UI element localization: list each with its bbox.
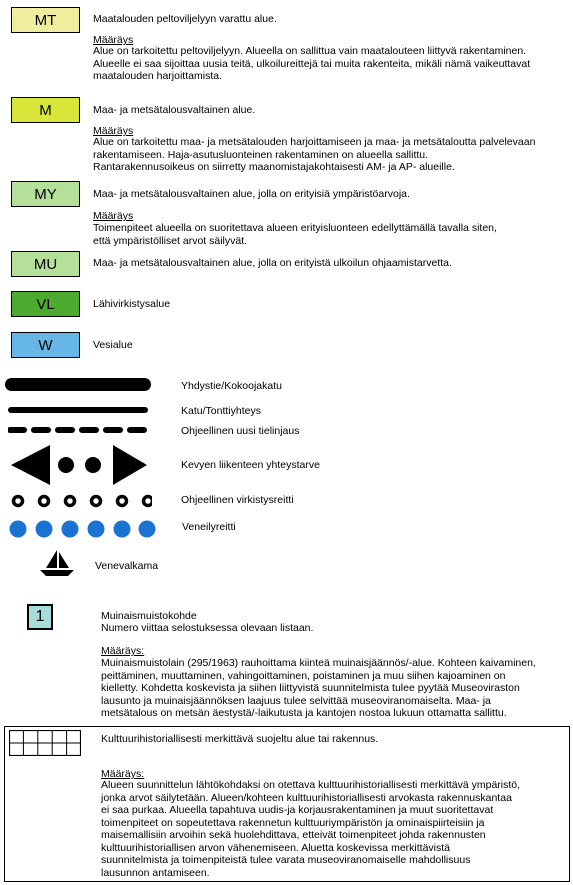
heritage-body-line: maisemallisiin arvoihin sekä huolehdittava, etteivät toimenpiteet johda rakennusten bbox=[101, 829, 486, 841]
heritage-body-line: kulttuurihistoriallisen arvon vähenemiseen. Aluetta koskevissa merkittävistä bbox=[101, 841, 450, 854]
heritage-title: Kulttuurihistoriallisesti merkittävä suojeltu alue tai rakennus. bbox=[101, 733, 379, 745]
boat-landing-icon bbox=[38, 548, 76, 578]
recreation-route-symbol bbox=[8, 493, 152, 509]
zone-w-title: Vesialue bbox=[93, 339, 133, 351]
main-road-label: Yhdystie/Kokoojakatu bbox=[181, 380, 282, 392]
zone-w-code: W bbox=[38, 336, 53, 354]
zone-vl-code: VL bbox=[36, 295, 55, 313]
zone-mt-body-line: maatalouden harjoittamista. bbox=[93, 70, 222, 82]
ancient-monument-marker bbox=[27, 604, 53, 630]
ancient-monument-number: 1 bbox=[35, 608, 45, 625]
light-traffic-symbol bbox=[9, 441, 149, 489]
zone-m-body-line: Alue on tarkoitettu maa- ja metsätalouden harjoittamiseen ja maa- ja metsätaloutta palvelevaan bbox=[93, 136, 536, 148]
ancient-monument-heading: Määräys: bbox=[101, 645, 145, 657]
ancient-monument-body-line: kielletty. Kohdetta koskevista ja siihen liittyvistä suunnitelmista tulee pyytää Museoviraston bbox=[101, 682, 520, 694]
zone-mu-code: MU bbox=[33, 255, 58, 273]
heritage-body bbox=[101, 779, 520, 879]
zone-my-code: MY bbox=[34, 185, 57, 203]
ancient-monument-subtitle: Numero viittaa selostuksessa olevaan listaan. bbox=[101, 622, 314, 634]
zone-mt-title: Maatalouden peltoviljelyyn varattu alue. bbox=[93, 13, 277, 25]
zone-vl-title: Lähivirkistysalue bbox=[93, 298, 171, 310]
zone-mt-code: MT bbox=[34, 11, 57, 29]
heritage-heading: Määräys: bbox=[101, 768, 145, 780]
street-symbol bbox=[8, 407, 148, 413]
heritage-body-line: suunnitelmista ja toimenpiteistä tulee varata museoviranomaiselle mahdollisuus bbox=[101, 854, 471, 866]
zone-my-body-line: Toimenpiteet alueella on suoritettava alueen erityisluonteen edellyttämällä tavalla siten, bbox=[93, 222, 497, 234]
recreation-route-label: Ohjeellinen virkistysreitti bbox=[181, 494, 294, 506]
zone-vl-swatch bbox=[11, 291, 80, 317]
zone-mt-body-line: Alueelle ei saa sijoittaa uusia teitä, ulkoilureittejä tai muita rakenteita, mikäli nämä vaikeuttavat bbox=[93, 57, 531, 70]
ancient-monument-title: Muinaismuistokohde bbox=[101, 610, 197, 622]
heritage-body-line: Alueen suunnittelun lähtökohdaksi on otettava kulttuurihistoriallisesti merkittävä ympäristö, bbox=[101, 779, 521, 791]
street-label: Katu/Tonttiyhteys bbox=[181, 405, 261, 417]
main-road-symbol bbox=[5, 378, 151, 391]
zone-mu-swatch bbox=[11, 251, 80, 277]
heritage-body-line: ei saa purkaa. Alueella tapahtuva uudis-ja korjausrakentaminen ja muut suoritettavat bbox=[101, 804, 494, 816]
heritage-body-line: lausunnon antamiseen. bbox=[101, 866, 210, 879]
heritage-body-line: jonka arvot säilytetään. Alueen/kohteen kulttuurihistoriallisesti arvokasta rakennuskantaa bbox=[101, 791, 512, 804]
ancient-monument-body-line: metsätalous on metsän äestystä/-laikutusta ja kantojen nostoa lukuun ottamatta sallittu. bbox=[101, 707, 507, 719]
boating-route-symbol bbox=[8, 519, 158, 539]
zone-mt-swatch bbox=[11, 7, 80, 33]
zone-my-body bbox=[93, 222, 497, 247]
zone-mt-heading: Määräys bbox=[93, 34, 134, 46]
zone-m-swatch bbox=[11, 97, 80, 123]
ancient-monument-body-line: lausunto ja muinaisjäännöksen laajuus tulee selvittää museoviranomaiselta. Maa- ja bbox=[101, 694, 491, 707]
boat-landing-label: Venevalkama bbox=[95, 560, 159, 572]
ancient-monument-body-line: Muinaismuistolain (295/1963) rauhoittama kiinteä muinaisjäännös/-alue. Kohteen kaivaminen, bbox=[101, 657, 536, 669]
ancient-monument-body-line: peittäminen, muuttaminen, vahingoittaminen, poistaminen ja muu siihen kajoaminen on bbox=[101, 669, 506, 682]
zone-m-body bbox=[93, 136, 535, 174]
heritage-grid-symbol bbox=[9, 730, 81, 756]
zone-m-body-line: rakentamiseen. Haja-asutusluonteinen rakentaminen on alueella sallittu. bbox=[93, 148, 429, 161]
heritage-body-line: toimenpiteet on sopeutettava rakennetun kulttuuriympäristön ja ominaispiirteisiin ja bbox=[101, 816, 485, 829]
zone-my-body-line: että ympäristölliset arvot säilyvät. bbox=[93, 234, 248, 247]
ancient-monument-body bbox=[101, 657, 536, 720]
zone-my-swatch bbox=[11, 181, 80, 207]
light-traffic-label: Kevyen liikenteen yhteystarve bbox=[181, 459, 320, 471]
zone-mt-body-line: Alue on tarkoitettu peltoviljelyyn. Alueella on sallittua vain maatalouteen liittyvä rakentaminen. bbox=[93, 45, 527, 57]
new-road-symbol bbox=[8, 426, 150, 434]
zone-mt-body bbox=[93, 45, 530, 83]
zone-m-code: M bbox=[39, 101, 52, 119]
zone-w-swatch bbox=[11, 332, 80, 358]
zone-m-title: Maa- ja metsätalousvaltainen alue. bbox=[93, 104, 256, 116]
boating-route-label: Veneilyreitti bbox=[182, 521, 236, 533]
zone-m-heading: Määräys bbox=[93, 125, 134, 137]
zone-my-heading: Määräys bbox=[93, 210, 134, 222]
zone-m-body-line: Rantarakennusoikeus on siirretty maanomistajakohtaisesti AM- ja AP- alueille. bbox=[93, 161, 455, 173]
new-road-label: Ohjeellinen uusi tielinjaus bbox=[181, 425, 300, 437]
zone-mu-title: Maa- ja metsätalousvaltainen alue, jolla on erityistä ulkoilun ohjaamistarvetta. bbox=[93, 257, 452, 269]
zone-my-title: Maa- ja metsätalousvaltainen alue, jolla on erityisiä ympäristöarvoja. bbox=[93, 188, 410, 200]
